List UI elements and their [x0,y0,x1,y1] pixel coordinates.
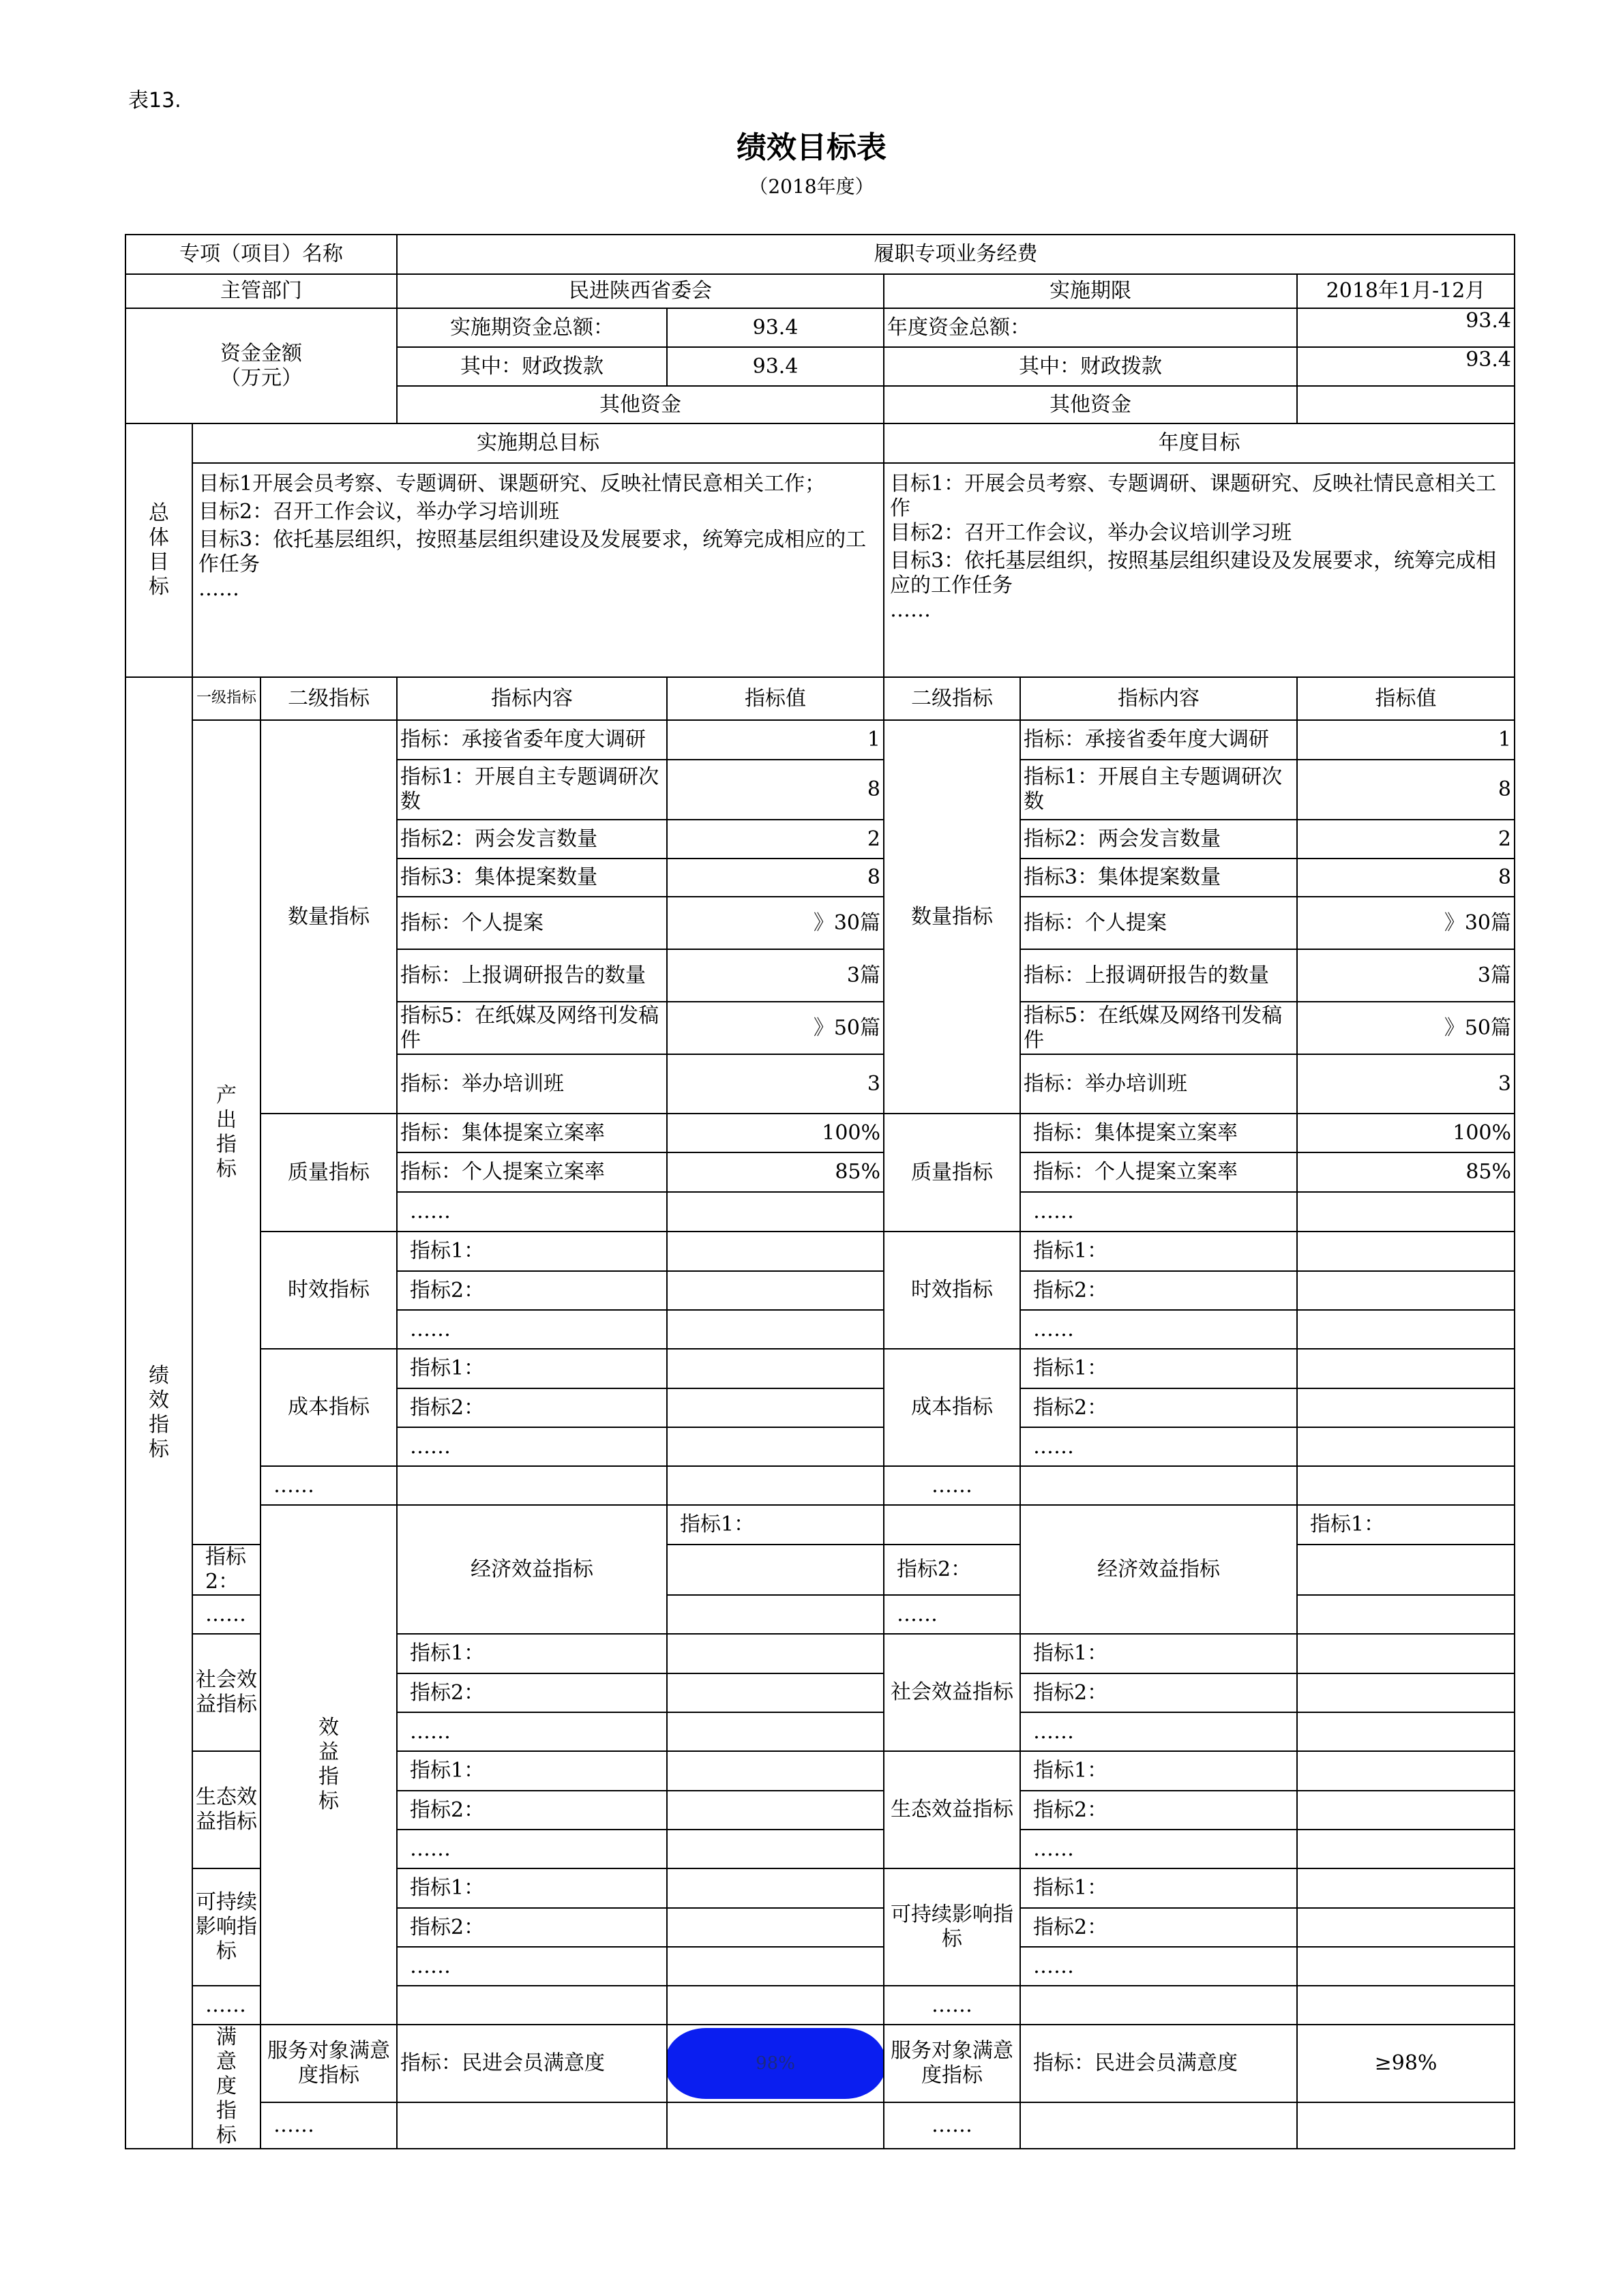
table-row: 指标2： [1020,1908,1297,1947]
time-label: 时效指标 [260,1232,397,1349]
table-row: 指标1：开展自主专题调研次数 [1020,760,1297,820]
total-label: 实施期资金总额： [397,308,667,347]
table-row: 指标1： [1020,1751,1297,1791]
table-row: 指标2： [884,1545,1020,1595]
table-row: …… [1020,1427,1297,1466]
dept: 民进陕西省委会 [397,274,884,308]
empty-cell [1297,1349,1515,1388]
empty-cell [1297,1908,1515,1947]
empty-cell [1297,1271,1515,1310]
empty-cell [667,1545,884,1595]
table-row: …… [397,1192,667,1232]
funds-label: 资金金额 （万元） [125,308,397,423]
empty-cell [667,2102,884,2149]
table-row: 指标：上报调研报告的数量 [397,949,667,1002]
table-row: 指标：个人提案立案率 [1020,1152,1297,1192]
table-row: 指标3：集体提案数量 [397,859,667,897]
year-fiscal-value: 93.4 [1297,347,1515,386]
year-goal-3: 目标3：依托基层组织，按照基层组织建设及发展要求，统筹完成相应的工作任务 [890,549,1497,597]
year-total-label: 年度资金总额： [884,308,1297,347]
other-label: 其他资金 [397,386,884,423]
empty-cell [667,1232,884,1271]
sustain-label: 可持续影响指标 [192,1868,260,1986]
empty-cell [1297,2102,1515,2149]
empty-cell [1297,1388,1515,1427]
satisfaction-value-year: ≥98% [1297,2025,1515,2102]
table-row: …… [884,1595,1020,1634]
table-row: …… [1020,1830,1297,1868]
table-row: 指标：个人提案 [397,897,667,949]
satisfaction-value-period [667,2025,884,2102]
table-row: 指标1： [1020,1349,1297,1388]
table-row: 指标1： [667,1505,884,1545]
service-label: 服务对象满意度指标 [260,2025,397,2102]
quantity-label-year: 数量指标 [884,720,1020,1114]
eco-label: 生态效益指标 [192,1751,260,1868]
col-content: 指标内容 [397,677,667,720]
table-row: …… [397,1830,667,1868]
page-subtitle: （2018年度） [749,175,874,198]
year-other-value [1297,386,1515,423]
empty-cell [397,1466,667,1505]
empty-cell [667,1466,884,1505]
empty-cell [667,1388,884,1427]
empty-cell [1297,1595,1515,1634]
perf-section-label: 绩 效 指 标 [125,677,192,2149]
empty-cell [667,1349,884,1388]
empty-cell [1020,1466,1297,1505]
project-name-label: 专项（项目）名称 [125,235,397,274]
empty-cell [667,1192,884,1232]
empty-cell [1297,1830,1515,1868]
social-label: 社会效益指标 [192,1634,260,1751]
eco-label-year: 生态效益指标 [884,1751,1020,1868]
year-goal-4: …… [890,598,932,622]
table-row: …… [884,1466,1020,1505]
table-row: 指标1： [1020,1634,1297,1673]
year-fiscal-label: 其中：财政拨款 [884,347,1297,386]
table-row: 3 [667,1054,884,1114]
table-row: 指标1： [397,1634,667,1673]
table-row: 指标2：两会发言数量 [397,820,667,859]
table-row: …… [260,1466,397,1505]
table-row: …… [397,1712,667,1751]
table-row: 指标2： [1020,1271,1297,1310]
table-row: 指标2： [397,1673,667,1712]
table-row: 3篇 [667,949,884,1002]
empty-cell [667,1947,884,1986]
col-level2: 二级指标 [260,677,397,720]
time-label-year: 时效指标 [884,1232,1020,1349]
period-goal-2: 目标2：召开工作会议，举办学习培训班 [198,500,560,524]
period-label: 实施期限 [884,274,1297,308]
table-row: 指标1： [1297,1505,1515,1545]
table-row: 指标：个人提案 [1020,897,1297,949]
table-row: …… [1020,1310,1297,1349]
cost-label-year: 成本指标 [884,1349,1020,1466]
table-row: 1 [1297,720,1515,760]
table-row: 指标1： [1020,1232,1297,1271]
empty-cell [667,1427,884,1466]
dept-label: 主管部门 [125,274,397,308]
empty-cell [1297,1192,1515,1232]
table-row: 8 [1297,760,1515,820]
table-row: 》50篇 [1297,1002,1515,1054]
year-other-label: 其他资金 [884,386,1297,423]
table-row: 2 [667,820,884,859]
table-row: …… [397,1427,667,1466]
empty-cell [1020,2102,1297,2149]
col-level2-year: 二级指标 [884,677,1020,720]
year-goal-1: 目标1：开展会员考察、专题调研、课题研究、反映社情民意相关工作 [890,472,1497,520]
fiscal-label: 其中：财政拨款 [397,347,667,386]
project-name: 履职专项业务经费 [397,235,1515,274]
table-row: 指标：承接省委年度大调研 [1020,720,1297,760]
table-number: 表13. [128,89,181,113]
benefit-label: 效 益 指 标 [260,1505,397,2025]
table-row: 指标1： [397,1868,667,1908]
sustain-label-year: 可持续影响指标 [884,1868,1020,1986]
satisfaction-value-text: 98% [756,2053,795,2074]
table-row: 指标1： [1020,1868,1297,1908]
table-row: 8 [1297,859,1515,897]
period: 2018年1月-12月 [1297,274,1515,308]
empty-cell [1297,1466,1515,1505]
table-row: 8 [667,859,884,897]
table-row: 指标2： [397,1388,667,1427]
period-goal-1: 目标1开展会员考察、专题调研、课题研究、反映社情民意相关工作； [198,472,826,496]
table-row: 指标：举办培训班 [397,1054,667,1114]
econ-label-year: 经济效益指标 [1020,1505,1297,1634]
table-row: 指标5：在纸媒及网络刊发稿件 [1020,1002,1297,1054]
table-row: 指标：承接省委年度大调研 [397,720,667,760]
table-row: 》30篇 [1297,897,1515,949]
empty-cell [1297,1751,1515,1791]
table-row: 指标2：两会发言数量 [1020,820,1297,859]
output-label: 产 出 指 标 [192,720,260,1545]
period-goals [192,463,884,677]
table-row: …… [884,2102,1020,2149]
social-label-year: 社会效益指标 [884,1634,1020,1751]
table-row: 指标：民进会员满意度 [1020,2025,1297,2102]
empty-cell [1297,1947,1515,1986]
satisfaction-label: 满 意 度 指 标 [192,2025,260,2149]
table-row: …… [1020,1712,1297,1751]
table-row: 指标2： [1020,1791,1297,1830]
empty-cell [667,1595,884,1634]
performance-goal-table [125,234,1515,2149]
empty-cell [667,1712,884,1751]
table-row: 85% [1297,1152,1515,1192]
empty-cell [667,1868,884,1908]
table-row: …… [397,1310,667,1349]
table-row: 指标：上报调研报告的数量 [1020,949,1297,1002]
empty-cell [667,1673,884,1712]
table-row: 》30篇 [667,897,884,949]
table-row: 指标1：开展自主专题调研次数 [397,760,667,820]
table-row: 指标3：集体提案数量 [1020,859,1297,897]
table-row: 1 [667,720,884,760]
empty-cell [1297,1986,1515,2025]
econ-label: 经济效益指标 [397,1505,667,1634]
table-row: 85% [667,1152,884,1192]
service-label-year: 服务对象满意度指标 [884,2025,1020,2102]
table-row: 100% [667,1114,884,1152]
empty-cell [667,1986,884,2025]
table-row: …… [192,1595,260,1634]
empty-cell [667,1751,884,1791]
period-goal-3: 目标3：依托基层组织，按照基层组织建设及发展要求，统筹完成相应的工作任务 [198,528,867,576]
period-goal-4: …… [198,577,239,601]
year-total-value: 93.4 [1297,308,1515,347]
year-goal-2: 目标2：召开工作会议，举办会议培训学习班 [890,521,1292,545]
quantity-label: 数量指标 [260,720,397,1114]
empty-cell [1297,1791,1515,1830]
table-row: 指标2： [1020,1388,1297,1427]
quality-label: 质量指标 [260,1114,397,1232]
table-row: …… [884,1986,1020,2025]
col-value: 指标值 [667,677,884,720]
table-row: 指标：集体提案立案率 [397,1114,667,1152]
table-row: 指标5：在纸媒及网络刊发稿件 [397,1002,667,1054]
table-row: 指标：举办培训班 [1020,1054,1297,1114]
empty-cell [1297,1634,1515,1673]
empty-cell [667,1791,884,1830]
period-goal-header: 实施期总目标 [192,423,884,463]
table-row: 》50篇 [667,1002,884,1054]
empty-cell [1297,1232,1515,1271]
empty-cell [1020,1986,1297,2025]
table-row: 8 [667,760,884,820]
table-row: 3 [1297,1054,1515,1114]
empty-cell [884,1505,1020,1545]
empty-cell [397,1986,667,2025]
table-row: 指标：集体提案立案率 [1020,1114,1297,1152]
table-row: …… [1020,1192,1297,1232]
empty-cell [667,1271,884,1310]
fiscal-value: 93.4 [667,347,884,386]
table-row: 3篇 [1297,949,1515,1002]
table-row: 指标2： [397,1791,667,1830]
table-row: 指标：个人提案立案率 [397,1152,667,1192]
table-row: …… [397,1947,667,1986]
table-row: 2 [1297,820,1515,859]
table-row: 100% [1297,1114,1515,1152]
empty-cell [667,1310,884,1349]
total-value: 93.4 [667,308,884,347]
table-row: …… [1020,1947,1297,1986]
empty-cell [1297,1868,1515,1908]
table-row: 指标：民进会员满意度 [397,2025,667,2102]
cost-label: 成本指标 [260,1349,397,1466]
empty-cell [1297,1427,1515,1466]
col-level1: 一级指标 [192,677,260,720]
table-row: …… [192,1986,260,2025]
col-value-year: 指标值 [1297,677,1515,720]
table-row: …… [260,2102,397,2149]
empty-cell [1297,1673,1515,1712]
empty-cell [667,1634,884,1673]
goals-section-label: 总 体 目 标 [125,423,192,677]
table-row: 指标2： [397,1908,667,1947]
table-row: 指标2： [192,1545,260,1595]
quality-label-year: 质量指标 [884,1114,1020,1232]
empty-cell [667,1908,884,1947]
table-row: 指标1： [397,1349,667,1388]
table-row: 指标2： [397,1271,667,1310]
empty-cell [397,2102,667,2149]
table-row: 指标1： [397,1751,667,1791]
table-row: 指标2： [1020,1673,1297,1712]
empty-cell [667,1830,884,1868]
empty-cell [1297,1545,1515,1595]
year-goal-header: 年度目标 [884,423,1515,463]
empty-cell [1297,1310,1515,1349]
empty-cell [1297,1712,1515,1751]
col-content-year: 指标内容 [1020,677,1297,720]
year-goals [884,463,1515,677]
page-title: 绩效目标表 [736,130,887,165]
table-row: 指标1： [397,1232,667,1271]
